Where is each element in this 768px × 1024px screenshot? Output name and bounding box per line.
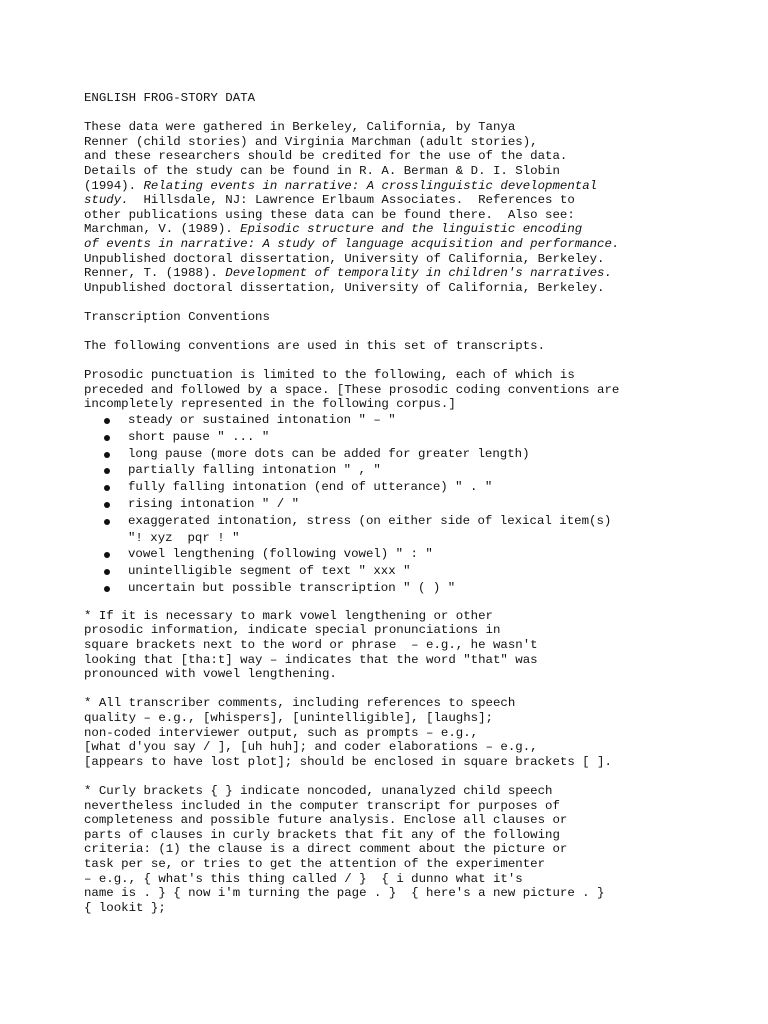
bullet-icon [104,418,110,424]
dissertation-title: Episodic structure and the linguistic encoding [240,222,583,237]
text-line: preceded and followed by a space. [These prosodic coding conventions are [84,382,620,397]
document-title: ENGLISH FROG-STORY DATA [84,91,256,105]
bullet-icon [104,435,110,441]
text-line: The following conventions are used in this set of transcripts. [84,339,546,354]
text-line: looking that [tha:t] way – indicates that the word "that" was [84,652,538,667]
document-body [84,91,744,915]
text-line: prosodic information, indicate special pronunciations in [84,623,501,638]
bullet-icon [104,468,110,474]
text-line: non-coded interviewer output, such as prompts – e.g., [84,725,479,740]
citation-line [84,237,744,252]
section-heading: Transcription Conventions [84,309,270,324]
text-line: * All transcriber comments, including references to speech [84,696,516,711]
bullet-icon [104,569,110,575]
bullet-icon [104,519,110,525]
list-item: rising intonation " / " [84,496,744,513]
list-item: short pause " ... " [84,429,744,446]
book-title: Relating events in narrative: A crosslinguistic developmental [143,178,598,193]
list-item: unintelligible segment of text " xxx " [84,563,744,580]
text-line: criteria: (1) the clause is a direct comment about the picture or [84,842,568,857]
citation-line [84,179,744,194]
text-line: Unpublished doctoral dissertation, University of California, Berkeley. [84,280,605,295]
vowel-lengthening-note [84,609,744,682]
citation-author: Renner, T. (1988). [84,266,226,281]
book-title: study. [84,193,129,208]
text-line: task per se, or tries to get the attention of the experimenter [84,856,546,871]
prosodic-paragraph [84,368,744,412]
text-line: [what d'you say / ], [uh huh]; and coder elaborations – e.g., [84,740,538,755]
list-item: vowel lengthening (following vowel) " : " [84,546,744,563]
text-line: quality – e.g., [whispers], [unintelligible], [laughs]; [84,710,493,725]
list-item: fully falling intonation (end of utterance) " . " [84,479,744,496]
citation-year: (1994). [84,178,144,193]
bullet-icon [104,586,110,592]
bullet-icon [104,485,110,491]
text-line: completeness and possible future analysis. Enclose all clauses or [84,813,568,828]
list-item: long pause (more dots can be added for greater length) [84,446,744,463]
publisher-text: Hillsdale, NJ: Lawrence Erlbaum Associates. References to [128,193,575,208]
text-line: pronounced with vowel lengthening. [84,667,337,682]
curly-brackets-note [84,784,744,915]
prosodic-conventions-list [84,412,744,597]
text-line: name is . } { now i'm turning the page . } { here's a new picture . } [84,886,605,901]
list-item: steady or sustained intonation " – " [84,412,744,429]
intro-paragraph [84,120,744,295]
text-line: * Curly brackets { } indicate noncoded, unanalyzed child speech [84,783,553,798]
text-line: other publications using these data can be found there. Also see: [84,207,575,222]
list-item: exaggerated intonation, stress (on either side of lexical item(s) "! xyz pqr ! " [84,513,744,547]
dissertation-title: of events in narrative: A study of language acquisition and performance. [84,236,620,251]
text-line: These data were gathered in Berkeley, California, by Tanya [84,120,516,135]
citation-line [84,266,744,281]
text-line: * If it is necessary to mark vowel lengthening or other [84,608,493,623]
text-line: Renner (child stories) and Virginia Marchman (adult stories), [84,134,538,149]
citation-line [84,222,744,237]
text-line: square brackets next to the word or phrase – e.g., he wasn't [84,638,538,653]
text-line: Details of the study can be found in R. A. Berman & D. I. Slobin [84,163,560,178]
citation-author: Marchman, V. (1989). [84,222,241,237]
text-line: Unpublished doctoral dissertation, University of California, Berkeley. [84,251,605,266]
list-item: partially falling intonation " , " [84,462,744,479]
text-line: and these researchers should be credited for the use of the data. [84,149,568,164]
text-line: [appears to have lost plot]; should be enclosed in square brackets [ ]. [84,754,612,769]
text-line: incompletely represented in the following corpus.] [84,397,456,412]
text-line: { lookit }; [84,900,166,915]
bullet-icon [104,452,110,458]
dissertation-title: Development of temporality in children's narratives. [225,266,612,281]
bullet-icon [104,502,110,508]
text-line: – e.g., { what's this thing called / } { i dunno what it's [84,871,523,886]
text-line: parts of clauses in curly brackets that fit any of the following [84,827,560,842]
list-item: uncertain but possible transcription " ( ) " [84,580,744,597]
text-line: nevertheless included in the computer transcript for purposes of [84,798,560,813]
text-line: Prosodic punctuation is limited to the following, each of which is [84,368,575,383]
transcriber-comments-note [84,696,744,769]
citation-line [84,193,744,208]
bullet-icon [104,552,110,558]
